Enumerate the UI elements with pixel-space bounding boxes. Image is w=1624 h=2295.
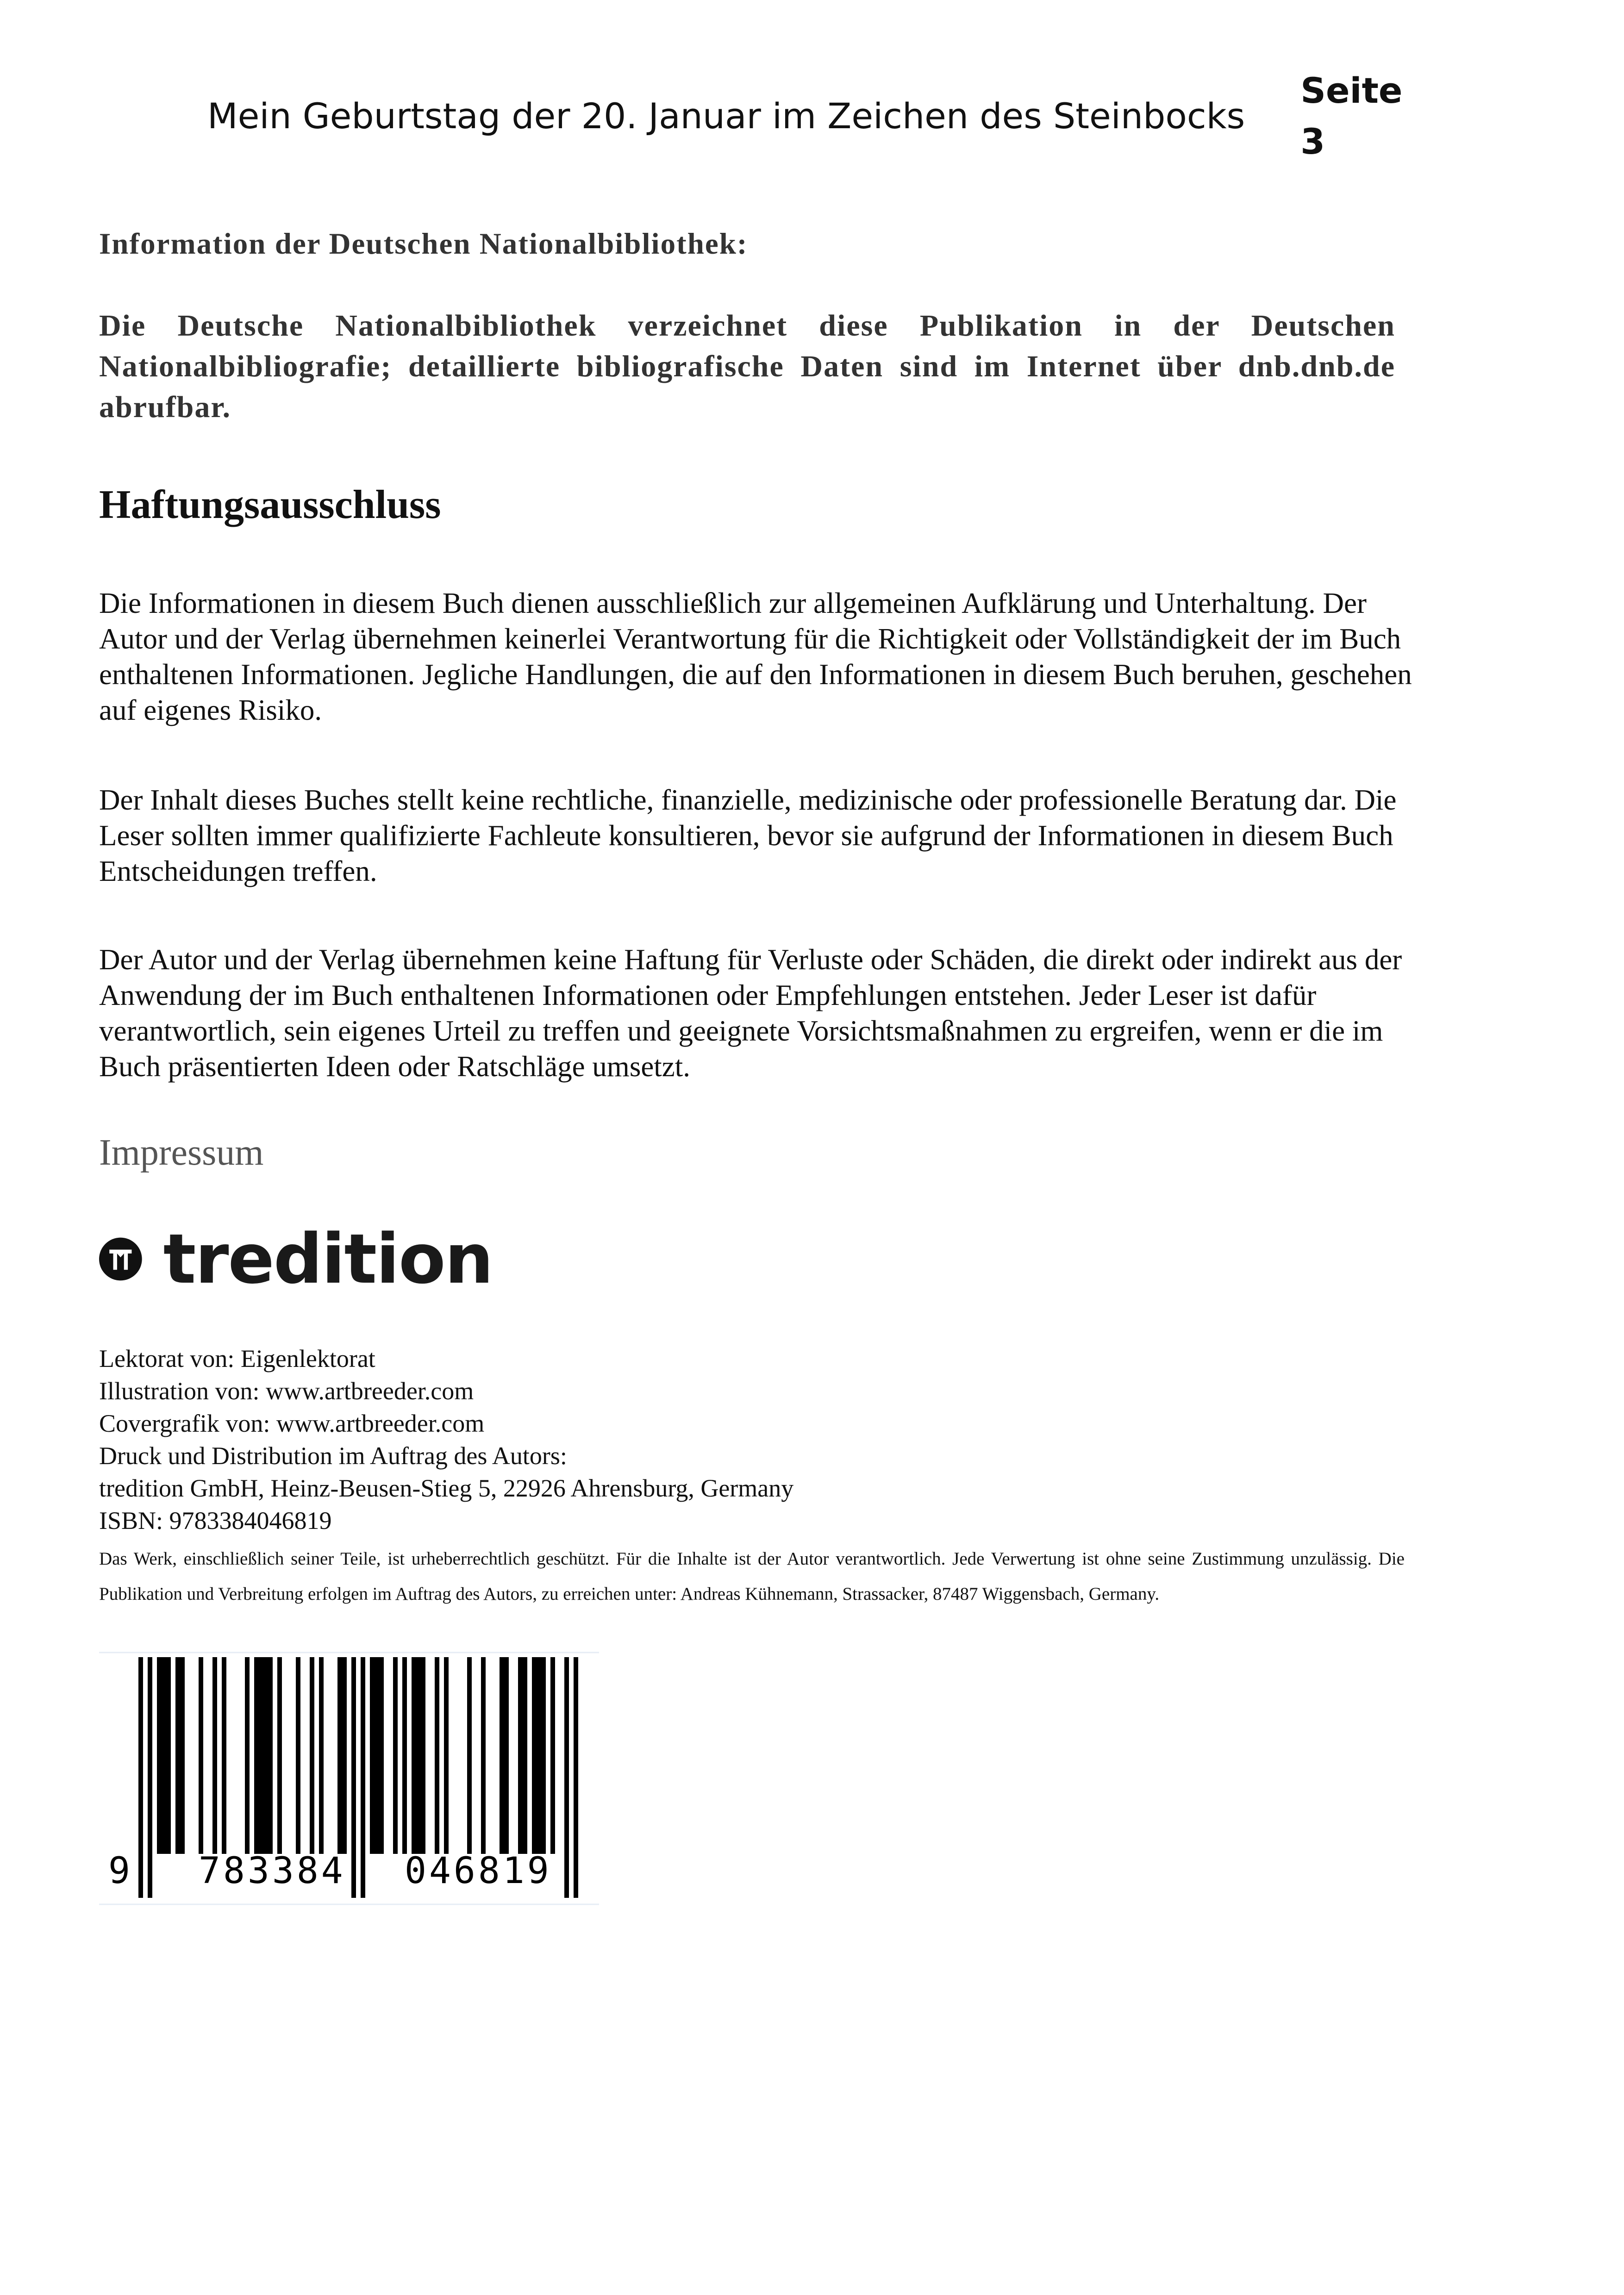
barcode-guard-bar [574, 1657, 578, 1898]
barcode-bar [375, 1657, 379, 1854]
barcode-bar [416, 1657, 421, 1854]
barcode-bar [412, 1657, 416, 1854]
disclaimer-paragraph: Die Informationen in diesem Buch dienen ausschließlich zur allgemeinen Aufklärung und Unterhaltung. Der Autor und der Verlag übernehmen keinerlei Verantwortung für die Richtigkeit oder Vollständigkeit der im Buch enthaltenen Informationen. Jegliche Handlungen, die auf den Informationen in diesem Buch beruhen, geschehen auf eigenes Risiko. [99, 587, 1412, 726]
barcode-bar [467, 1657, 472, 1854]
impressum-heading: Impressum [99, 1132, 264, 1173]
barcode-bar [500, 1657, 504, 1854]
barcode-bar [541, 1657, 546, 1854]
barcode-bar [166, 1657, 171, 1854]
tredition-wordmark: tredition [163, 1219, 493, 1299]
barcode-bar [393, 1657, 398, 1854]
barcode-bar [254, 1657, 259, 1854]
barcode-bar [379, 1657, 384, 1854]
book-title: Mein Geburtstag der 20. Januar im Zeichen des Steinbocks [207, 95, 1245, 137]
barcode-bar [444, 1657, 449, 1854]
barcode-bar [481, 1657, 486, 1854]
barcode-bar [402, 1657, 407, 1854]
copyright-notice: Das Werk, einschließlich seiner Teile, ist urheberrechtlich geschützt. Für die Inhalte ist der Autor verantwortlich. Jede Verwertung ist ohne seine Zustimmung unzulässig. Die Publikation und Verbreitung erfolgen im Auftrag des Autors, zu erreichen unter: Andreas Kühnemann, Strassacker, 87487 Wiggensbach, Germany. [99, 1549, 1405, 1604]
barcode-bar [421, 1657, 425, 1854]
running-header [207, 70, 1420, 162]
barcode-bar [245, 1657, 250, 1854]
barcode-bar [550, 1657, 555, 1854]
impressum-line: Lektorat von: Eigenlektorat [99, 1345, 375, 1372]
barcode-bar [296, 1657, 300, 1854]
barcode-bar [268, 1657, 273, 1854]
disclaimer-paragraph: Der Autor und der Verlag übernehmen keine Haftung für Verluste oder Schäden, die direkt oder indirekt aus der Anwendung der im Buch enthaltenen Informationen oder Empfehlungen entstehen. Jeder Leser ist dafür verantwortlich, sein eigenes Urteil zu treffen und geeignete Vorsichtsmaßnahmen zu ergreifen, wenn er die im Buch präsentierten Ideen oder Ratschläge umsetzt. [99, 943, 1402, 1083]
impressum-line: tredition GmbH, Heinz-Beusen-Stieg 5, 22926 Ahrensburg, Germany [99, 1474, 794, 1502]
dnb-text: Die Deutsche Nationalbibliothek verzeichnet diese Publikation in der Deutschen Nationalbibliografie; detaillierte bibliografische Daten sind im Internet über dnb.dnb.de abrufbar. [99, 309, 1395, 424]
page-number: Seite 3 [1300, 70, 1403, 162]
barcode-bar [175, 1657, 180, 1854]
barcode-bar [342, 1657, 347, 1854]
barcode-lead-digit: 9 [108, 1850, 130, 1892]
barcode-graphic [99, 1652, 599, 1905]
barcode-bar [199, 1657, 203, 1854]
barcode-left-digits: 783384 [199, 1850, 346, 1892]
barcode-bar [504, 1657, 509, 1854]
isbn-barcode [99, 1652, 599, 1905]
barcode-bar [532, 1657, 537, 1854]
barcode-bar [259, 1657, 263, 1854]
barcode-bar [537, 1657, 541, 1854]
dnb-heading: Information der Deutschen Nationalbibliothek: [99, 227, 748, 261]
barcode-bar [518, 1657, 523, 1854]
barcode-bar [319, 1657, 324, 1854]
disclaimer-heading: Haftungsausschluss [99, 482, 441, 527]
tredition-logo [99, 1215, 493, 1303]
barcode-right-digits: 046819 [405, 1850, 552, 1892]
barcode-guard-bar [361, 1657, 365, 1898]
barcode-guard-bar [148, 1657, 152, 1898]
barcode-bar [212, 1657, 217, 1854]
impressum-line: Druck und Distribution im Auftrag des Autors: [99, 1442, 567, 1470]
barcode-guard-bar [564, 1657, 569, 1898]
barcode-guard-bar [351, 1657, 356, 1898]
impressum-line: Covergrafik von: www.artbreeder.com [99, 1409, 485, 1437]
tredition-logo-icon [99, 1218, 142, 1300]
isbn-line: ISBN: 9783384046819 [99, 1507, 332, 1534]
barcode-bar [337, 1657, 342, 1854]
disclaimer-paragraph: Der Inhalt dieses Buches stellt keine rechtliche, finanzielle, medizinische oder professionelle Beratung dar. Die Leser sollten immer qualifizierte Fachleute konsultieren, bevor sie aufgrund der Informationen in diesem Buch Entscheidungen treffen. [99, 784, 1397, 887]
barcode-guard-bar [138, 1657, 143, 1898]
barcode-bar [222, 1657, 226, 1854]
barcode-bar [157, 1657, 162, 1854]
barcode-bar [523, 1657, 527, 1854]
barcode-bar [263, 1657, 268, 1854]
barcode-bar [310, 1657, 314, 1854]
barcode-bar [277, 1657, 282, 1854]
barcode-bar [435, 1657, 439, 1854]
barcode-bar [162, 1657, 166, 1854]
barcode-bar [370, 1657, 375, 1854]
barcode-bar [180, 1657, 185, 1854]
impressum-line: Illustration von: www.artbreeder.com [99, 1377, 474, 1405]
